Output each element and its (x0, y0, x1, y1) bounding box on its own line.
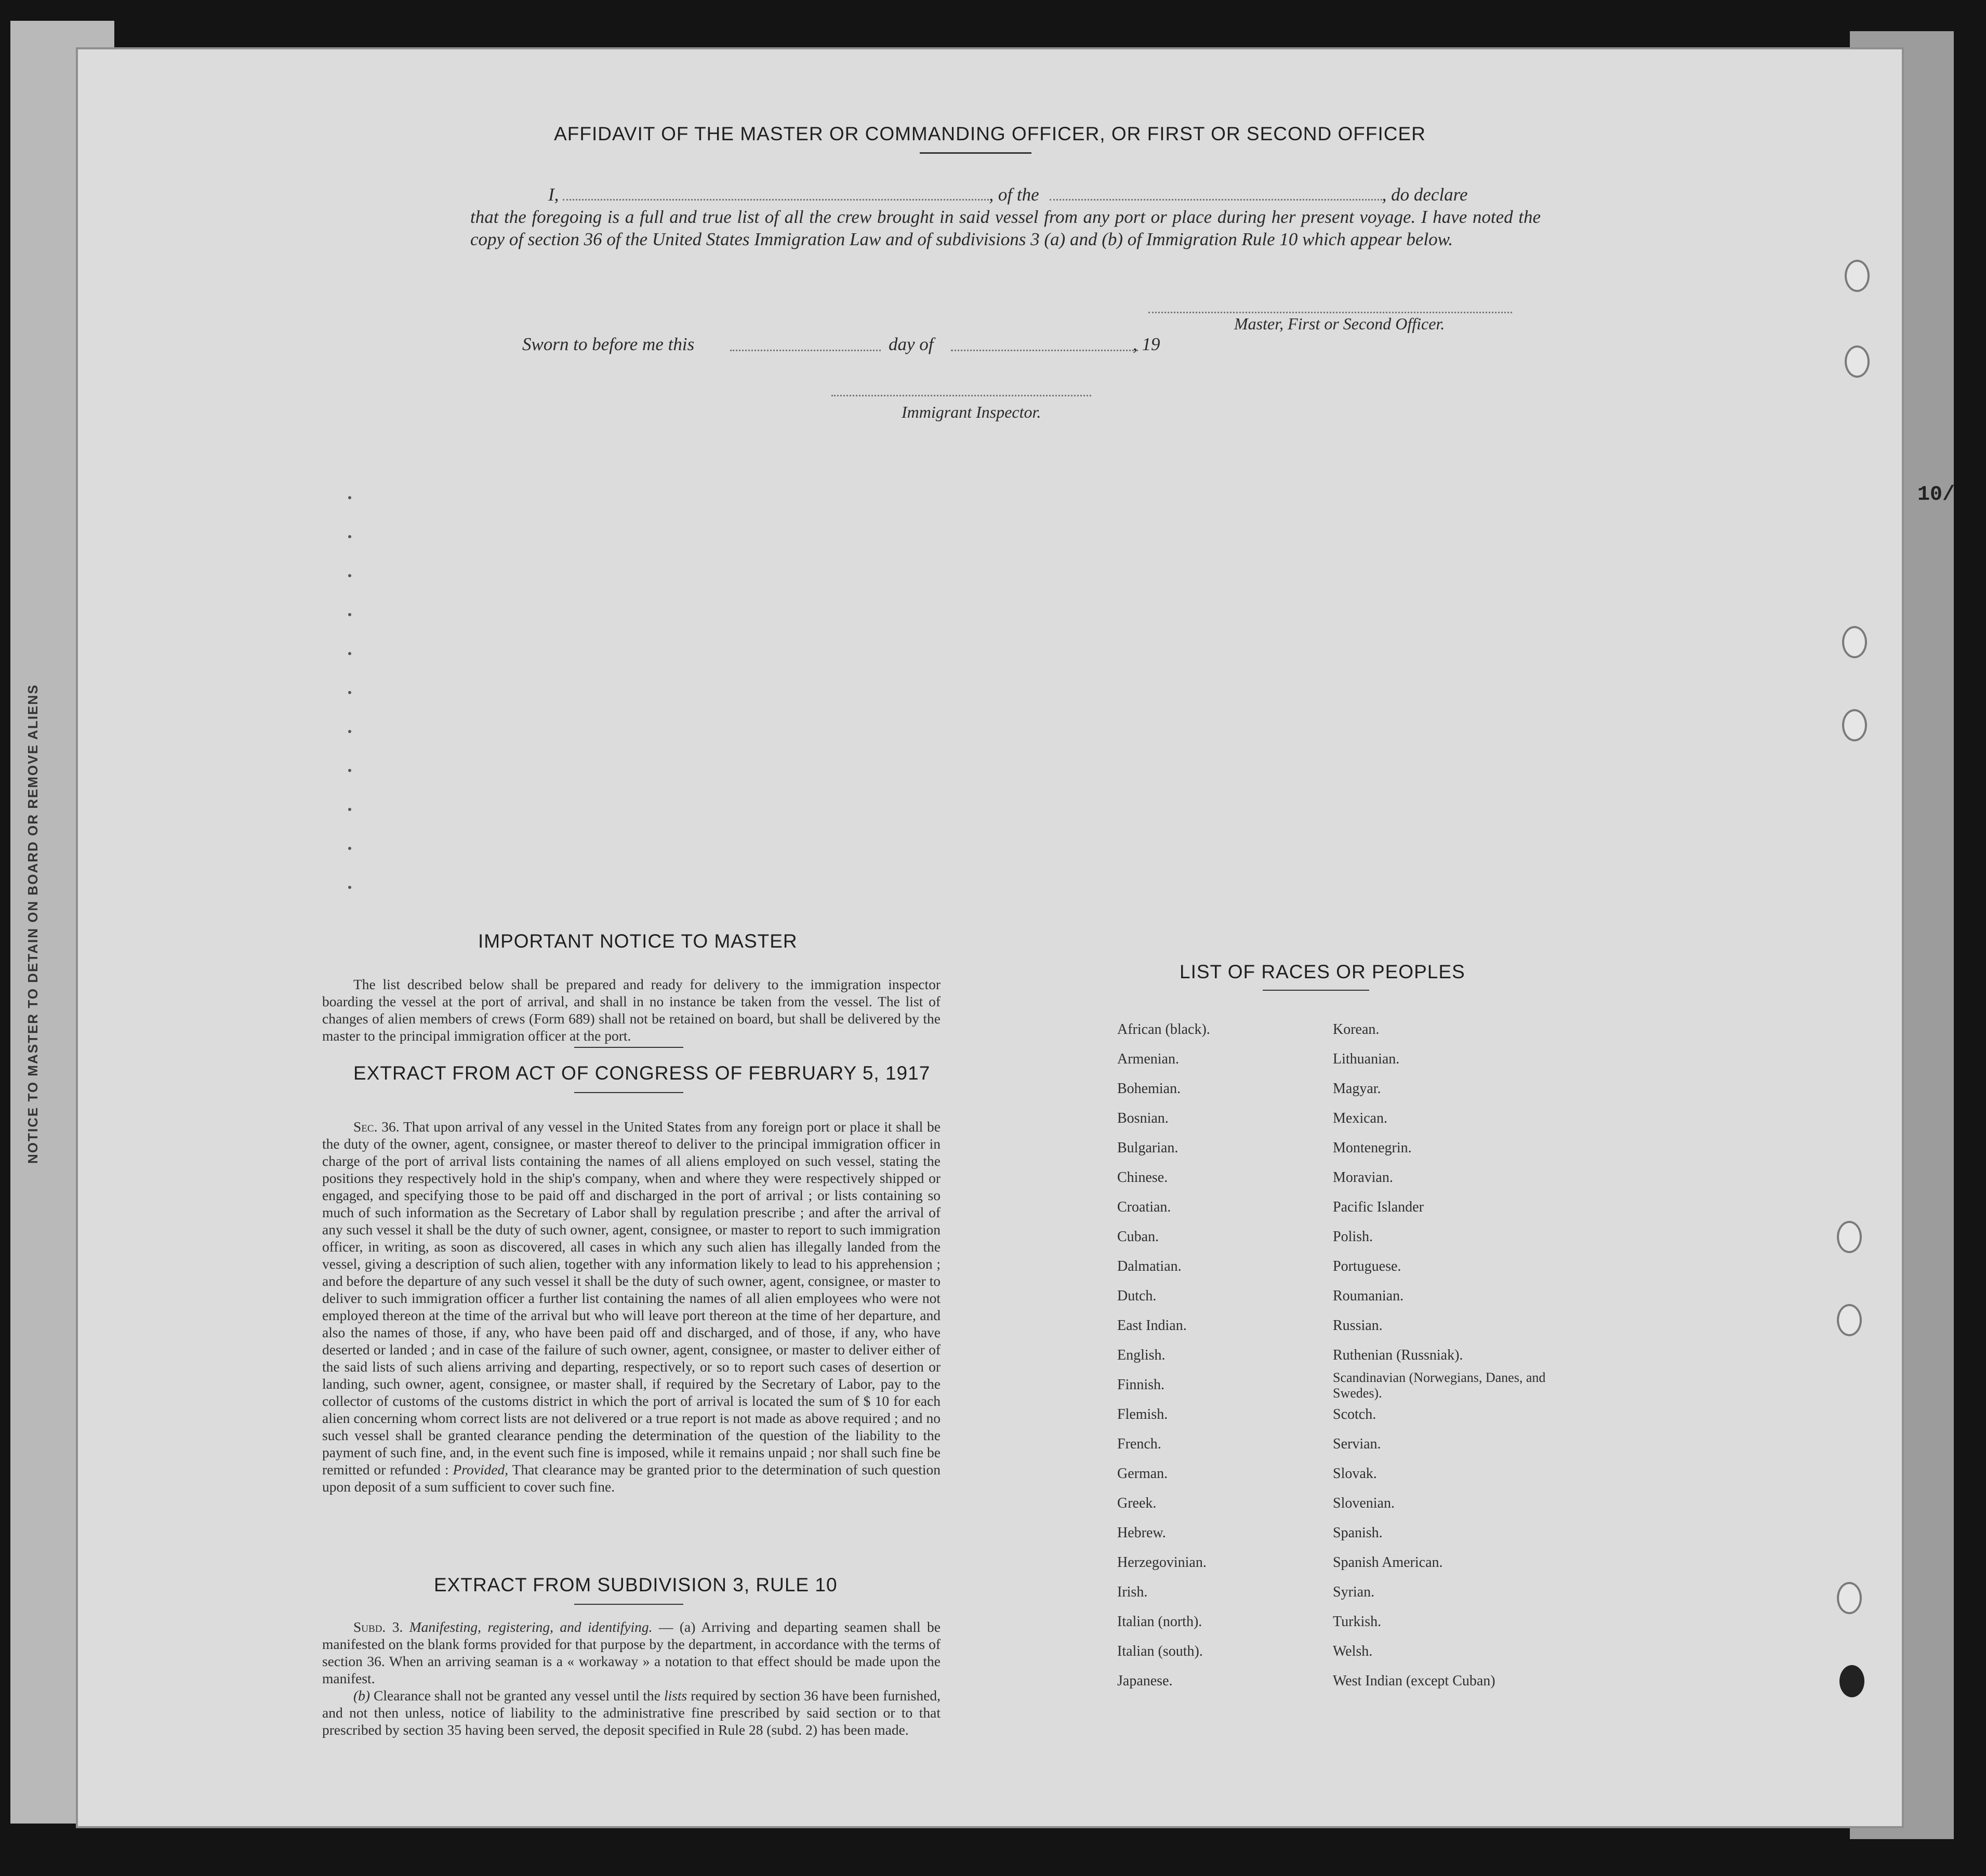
notice-title: IMPORTANT NOTICE TO MASTER (478, 930, 798, 952)
rule-b-lists: lists (664, 1687, 687, 1704)
rule-b-text-1: Clearance shall not be granted any vessel until the (374, 1687, 660, 1704)
year-text: , 19 (1133, 334, 1160, 354)
act-rule (574, 1092, 683, 1093)
race-item: Magyar. (1333, 1081, 1381, 1097)
race-item: Bohemian. (1117, 1081, 1181, 1097)
race-item: Hebrew. (1117, 1525, 1166, 1541)
race-item: Dutch. (1117, 1288, 1157, 1304)
race-item: Pacific Islander (1333, 1199, 1424, 1215)
race-item: Turkish. (1333, 1614, 1382, 1630)
race-item: Cuban. (1117, 1229, 1159, 1245)
binder-hole (1837, 1582, 1862, 1614)
races-title: LIST OF RACES OR PEOPLES (1180, 961, 1465, 982)
race-item: German. (1117, 1466, 1168, 1482)
race-item: Italian (south). (1117, 1643, 1203, 1659)
affidavit-do-declare: , do declare (1382, 184, 1468, 205)
sworn-day-blank[interactable] (730, 350, 881, 351)
day-of-text: day of (889, 334, 934, 354)
name-blank[interactable] (563, 195, 989, 201)
vessel-blank[interactable] (1050, 195, 1382, 201)
act-title: EXTRACT FROM ACT OF CONGRESS OF FEBRUARY 5, 1917 (353, 1062, 931, 1084)
act-body-end: That clearance may be granted prior to the determination of such question upon deposit of a sum sufficient to cover such fine. (322, 1461, 941, 1495)
notice-rule (574, 1047, 683, 1048)
race-item: Mexican. (1333, 1110, 1387, 1126)
race-item: Welsh. (1333, 1643, 1373, 1659)
races-column-1 (1117, 1015, 1210, 1696)
race-item: Armenian. (1117, 1051, 1179, 1067)
act-provided: Provided, (453, 1461, 509, 1478)
race-item: Croatian. (1117, 1199, 1171, 1215)
race-item: Herzegovinian. (1117, 1554, 1207, 1571)
race-item: Irish. (1117, 1584, 1148, 1600)
race-item: Chinese. (1117, 1169, 1168, 1186)
races-rule (1263, 990, 1369, 991)
right-edge-mark: 10/ (1917, 483, 1955, 507)
sworn-text: Sworn to before me this (522, 334, 695, 354)
master-signature-line[interactable] (1148, 312, 1512, 313)
act-body: That upon arrival of any vessel in the United States from any foreign port or place it shall be the duty of the owner, agent, consignee, or master thereof to deliver to the principal immigration officer in charge of the port of arrival lists containing the names of all aliens employed on such vessel, stating the positions they respectively hold in the ship's company, when and where they were respectively shipped or engaged, and specifying those to be paid off and discharged in the port of arrival ; or lists containing so much of such information as the Secretary of Labor shall by regulation prescribe ; and after the arrival of any such vessel it shall be the duty of such owner, agent, consignee, or master to report to such immigration officer, in writing, as soon as discovered, all cases in which any such alien has illegally landed from the vessel, giving a description of such alien, together with any information likely to lead to his apprehension ; and before the departure of any such vessel it shall be the duty of such owner, agent, consignee, or master to deliver to such immigration officer a further list containing the names of all alien employees who were not employed thereon at the time of the arrival but who will leave port thereon at the time of her departure, and also the names of those, if any, who have been paid off and discharged, and of those, if any, who have deserted or landed ; and in case of the failure of such owner, agent, consignee, or master to deliver either of the said lists of such aliens arriving and departing, respectively, or so to report such cases of desertion or landing, such owner, agent, consignee, or master shall, if required by the Secretary of Labor, pay to the collector of customs of the customs district in which the port of arrival is located the sum of $ 10 for each alien concerning whom correct lists are not delivered or a true report is not made as above required ; and no such vessel shall be granted clearance pending the determination of the question of the liability to the payment of such fine, and, in the event such fine is imposed, while it remains unpaid ; nor shall such fine be remitted or refunded : (322, 1119, 941, 1478)
race-item: Japanese. (1117, 1673, 1173, 1689)
act-sec-label: Sec. 36. (353, 1119, 400, 1135)
race-item: Roumanian. (1333, 1288, 1404, 1304)
binder-hole (1845, 260, 1870, 292)
left-strip-text: NOTICE TO MASTER TO DETAIN ON BOARD OR REMOVE ALIENS (25, 684, 41, 1164)
race-item: Flemish. (1117, 1406, 1168, 1422)
race-item: Slovak. (1333, 1466, 1377, 1482)
binder-hole (1837, 1304, 1862, 1336)
race-item: Portuguese. (1333, 1258, 1401, 1274)
race-item: Servian. (1333, 1436, 1381, 1452)
race-item: Scandinavian (Norwegians, Danes, and Swedes). (1333, 1370, 1546, 1401)
race-item: Scotch. (1333, 1406, 1376, 1422)
inspector-signature-label: Immigrant Inspector. (902, 403, 1041, 421)
race-item: Greek. (1117, 1495, 1157, 1511)
rule-b-label: (b) (353, 1687, 370, 1704)
document-page (78, 49, 1902, 1826)
race-item: Lithuanian. (1333, 1051, 1400, 1067)
race-item: English. (1117, 1347, 1166, 1363)
race-item: Dalmatian. (1117, 1258, 1182, 1274)
rule-title: EXTRACT FROM SUBDIVISION 3, RULE 10 (434, 1574, 838, 1595)
race-item: Slovenian. (1333, 1495, 1395, 1511)
affidavit-of-the: , of the (989, 184, 1039, 205)
race-item: Spanish American. (1333, 1554, 1443, 1571)
affidavit-body (470, 183, 1541, 250)
master-signature-label: Master, First or Second Officer. (1234, 314, 1445, 333)
affidavit-title-rule (920, 152, 1031, 154)
race-item: West Indian (except Cuban) (1333, 1673, 1495, 1689)
binder-hole (1842, 626, 1867, 658)
race-item: Polish. (1333, 1229, 1373, 1245)
sworn-month-blank[interactable] (951, 350, 1138, 351)
race-item: Bulgarian. (1117, 1140, 1179, 1156)
race-item: Moravian. (1333, 1169, 1393, 1186)
affidavit-text: that the foregoing is a full and true list of all the crew brought in said vessel from any port or place during her present voyage. I have noted the copy of section 36 of the United States Immigration Law and of subdivisions 3 (a) and (b) of Immigration Rule 10 which appear below. (470, 207, 1541, 249)
rule-a-text: — (a) Arriving and departing seamen shall be manifested on the blank forms provided for that purpose by the department, in accordance with the terms of section 36. When an arriving seaman is a « workaway » a notation to that effect should be made upon the manifest. (322, 1619, 941, 1686)
affidavit-i: I, (548, 184, 559, 205)
race-item: Finnish. (1117, 1377, 1165, 1393)
act-text (322, 1118, 941, 1495)
binder-hole (1842, 709, 1867, 741)
rule-text (322, 1618, 941, 1738)
race-item: Syrian. (1333, 1584, 1375, 1600)
race-item: Italian (north). (1117, 1614, 1202, 1630)
race-item: Ruthenian (Russniak). (1333, 1347, 1463, 1363)
race-item: Montenegrin. (1333, 1140, 1412, 1156)
race-item: East Indian. (1117, 1318, 1187, 1334)
rule-heading: Manifesting, registering, and identifying. (409, 1619, 653, 1635)
race-item: Bosnian. (1117, 1110, 1169, 1126)
race-item: French. (1117, 1436, 1161, 1452)
binder-hole (1845, 345, 1870, 378)
rule-b-text-2: required by section 36 have been furnished, and not then unless, notice of liability to the administrative fine prescribed by said section or to that prescribed by section 35 having been served, the deposit specified in Rule 28 (subd. 2) has been made. (322, 1687, 941, 1738)
rule-title-rule (574, 1604, 683, 1605)
binder-hole (1837, 1221, 1862, 1253)
binder-hole (1839, 1665, 1864, 1697)
race-item: Russian. (1333, 1318, 1383, 1334)
notice-text: The list described below shall be prepared and ready for delivery to the immigration inspector boarding the vessel at the port of arrival, and shall in no instance be taken from the vessel. The list of changes of alien members of crews (Form 689) shall not be retained on board, but shall be delivered by the master to the principal immigration officer at the port. (322, 976, 941, 1044)
affidavit-title: AFFIDAVIT OF THE MASTER OR COMMANDING OFFICER, OR FIRST OR SECOND OFFICER (554, 123, 1426, 144)
race-item: Korean. (1333, 1021, 1380, 1037)
race-item: African (black). (1117, 1021, 1210, 1037)
inspector-signature-line[interactable] (831, 395, 1091, 396)
rule-subd-label: Subd. 3. (353, 1619, 403, 1635)
races-column-2 (1333, 1015, 1556, 1696)
race-item: Spanish. (1333, 1525, 1383, 1541)
